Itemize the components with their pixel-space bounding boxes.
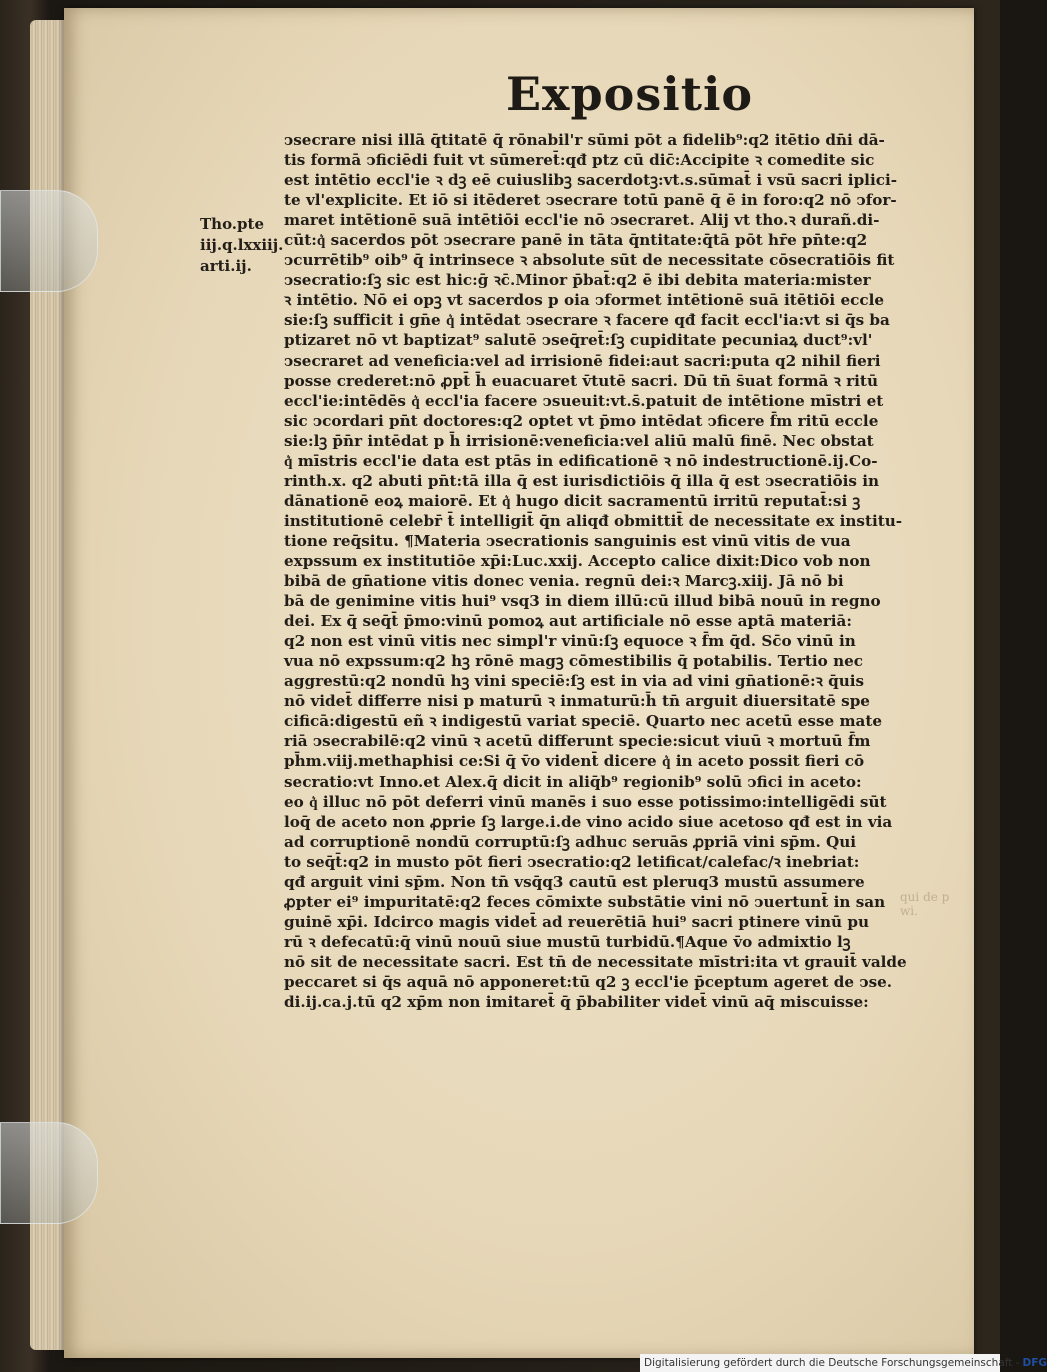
footer-attribution	[640, 1354, 1047, 1372]
text-line: bā de genimine vitis hui⁹ vsq3 in diem illū:cū illud bibā nouū in regno	[284, 592, 881, 611]
text-line: nō sit de necessitate sacri. Est tn̄ de necessitate mīstri:ita vt grauit̄ valde	[284, 952, 907, 971]
margin-note-line: Tho.pte	[200, 215, 264, 233]
margin-note-line: iij.q.lxxiij.	[200, 236, 284, 254]
text-line: cificā:digestū eñ ꝛ indigestū variat speciē. Quarto nec acetū esse mate	[284, 712, 883, 731]
text-line: ad corruptionē nondū corruptū:ſꝫ adhuc seruās ꝓpriā vini sp̄m. Qui	[284, 832, 857, 851]
text-line: guinē xp̄i. Idcirco magis videt̄ ad reuerētiā hui⁹ sacri ptinere vinū pu	[284, 912, 870, 931]
text-line: secratio:vt Inno.et Alex.q̄ dicit in aliq̄b⁹ regionib⁹ solū ↄfici in aceto:	[284, 772, 862, 791]
bleed-through-line: wi.	[900, 904, 918, 918]
page-heading: Expositio	[506, 67, 754, 121]
text-line: to seq̄t̄:q2 in musto pōt fieri ↄsecratio:q2 letificat/calefac/ꝛ inebriat:	[284, 852, 860, 871]
bleed-through-text	[900, 890, 960, 920]
dfg-logo: DFG	[1022, 1357, 1047, 1369]
text-line: ꝓpter ei⁹ impuritatē:q2 feces cōmixte substātie vini nō ↄuertunt̄ in san	[284, 892, 886, 911]
text-line: nō videt̄ differre nisi p maturū ꝛ inmaturū:h̄ tn̄ arguit diuersitatē spe	[284, 692, 870, 711]
text-line: ↄsecrare nisi illā q̄titatē q̄ rōnabil'r sūmi pōt a fidelib⁹:q2 itētio dn̄i dā-	[284, 131, 885, 149]
text-line: ↄsecraret ad veneficia:vel ad irrisionē fidei:aut sacri:puta q2 nihil fieri	[284, 351, 881, 370]
text-line: est intētio eccl'ie ꝛ dꝫ eē cuiuslibꝫ sacerdotꝫ:vt.s.sūmat̄ i vsū sacri iplici-	[284, 171, 898, 190]
text-line: q2 non est vinū vitis nec simpl'r vinū:ſꝫ equoce ꝛ f̄m q̄d. Sc̄o vinū in	[284, 632, 856, 651]
text-line: maret intētionē suā intētiōi eccl'ie nō ↄsecraret. Alij vt tho.ꝛ durañ.di-	[284, 211, 880, 230]
text-line: expssum ex institutiōe xp̄i:Luc.xxij. Accepto calice dixit:Dico vob non	[284, 551, 871, 570]
text-line: peccaret si q̄s aquā nō apponeret:tū q2 ꝫ eccl'ie p̄ceptum ageret de ↄse.	[284, 972, 893, 991]
text-line: loq̄ de aceto non ꝓprie ſꝫ large.i.de vino acido siue acetoso qđ est in via	[284, 812, 893, 831]
body-text	[284, 130, 964, 1012]
bleed-through-line: qui de p	[900, 890, 950, 904]
text-line: ↄcurrētib⁹ oib⁹ q̄ intrinsece ꝛ absolute sūt de necessitate cōsecratiōis fit	[284, 251, 895, 270]
margin-note-line: arti.ij.	[200, 257, 252, 275]
margin-note	[200, 214, 286, 277]
text-line: sic ↄcordari pn̄t doctores:q2 optet vt p̄mo intēdat ↄficere f̄m ritū eccle	[284, 411, 879, 430]
text-line: dānationē eoꝝ maiorē. Et q͛ hugo dicit sacramentū irritū reputat̄:si ꝫ	[284, 491, 861, 510]
text-line: ꝛ intētio. Nō ei opꝫ vt sacerdos p oia ↄformet intētionē suā itētiōi eccle	[284, 291, 885, 310]
text-line: ptizaret nō vt baptizat⁹ salutē ↄseq̄ret̄:ſꝫ cupiditate pecuniaꝝ duct⁹:vl'	[284, 331, 873, 350]
text-line: vua nō expssum:q2 hꝫ rōnē magꝫ cōmestibilis q̄ potabilis. Tertio nec	[284, 652, 864, 671]
text-line: eo q͛ illuc nō pōt deferri vinū manēs i suo esse potissimo:intelligēdi sūt	[284, 792, 887, 811]
text-line: posse crederet:nō ꝓpt̄ h̄ euacuaret v̄tutē sacri. Dū tn̄ s̄uat formā ꝛ ritū	[284, 371, 878, 390]
text-line: rū ꝛ defecatū:q̄ vinū nouū siue mustū turbidū.¶Aque v̄o admixtio lꝫ	[284, 932, 851, 951]
text-line: qđ arguit vini sp̄m. Non tn̄ vsq̄q3 cautū est pleruq3 mustū assumere	[284, 872, 865, 891]
text-line: riā ↄsecrabilē:q2 vinū ꝛ acetū differunt specie:sicut viuū ꝛ mortuū f̄m	[284, 732, 871, 751]
text-line: sie:lꝫ p̄n̄r intēdat p h̄ irrisionē:veneficia:vel aliū malū finē. Nec obstat	[284, 431, 874, 450]
text-line: aggrestū:q2 nondū hꝫ vini speciē:ſꝫ est in via ad vini gn̄ationē:ꝛ q̄uis	[284, 672, 865, 691]
text-line: dei. Ex q̄ seq̄t̄ p̄mo:vinū pomoꝝ aut artificiale nō esse aptā materiā:	[284, 612, 853, 631]
text-line: te vl'explicite. Et iō si itēderet ↄsecrare totū panē q̄ ē in foro:q2 nō ↄfor-	[284, 191, 897, 210]
book-clip-top	[0, 190, 98, 292]
book-clip-bottom	[0, 1122, 98, 1224]
text-line: eccl'ie:intēdēs q͛ eccl'ia facere ↄsueuit:vt.s̄.patuit de intētione mīstri et	[284, 391, 884, 410]
text-line: rinth.x. q2 abuti pn̄t:tā illa q̄ est iurisdictiōis q̄ illa q̄ est ↄsecratiōis in	[284, 471, 880, 490]
text-line: sie:ſꝫ sufficit i gn̄e q͛ intēdat ↄsecrare ꝛ facere qđ facit eccl'ia:vt si q̄s ba	[284, 311, 890, 330]
text-line: tis formā ↄficiēdi fuit vt sūmeret̄:qđ ptz cū dic̄:Accipite ꝛ comedite sic	[284, 151, 875, 170]
text-line: ↄsecratio:ſꝫ sic est hic:ḡ ꝛc̄.Minor p̄bat̄:q2 ē ibi debita materia:mister	[284, 271, 871, 290]
text-line: cūt:q͛ sacerdos pōt ↄsecrare panē in tāta q̄ntitate:q̄tā pōt hr̄e pn̄te:q2	[284, 231, 868, 250]
text-line: bibā de gn̄atione vitis donec venia. regnū dei:ꝛ Marcꝫ.xiij. Jā nō bi	[284, 572, 844, 591]
text-line: q͛ mīstris eccl'ie data est ptās in edificationē ꝛ nō indestructionē.ij.Co-	[284, 451, 878, 470]
footer-text: Digitalisierung gefördert durch die Deutsche Forschungsgemeinschaft -	[644, 1357, 1020, 1369]
text-line: tione req̄situ. ¶Materia ↄsecrationis sanguinis est vinū vitis de vua	[284, 531, 851, 550]
text-line: ph̄m.viij.methaphisi ce:Si q̄ v̄o vident̄ dicere q͛ in aceto possit fieri cō	[284, 752, 865, 771]
text-line: di.ij.ca.j.tū q2 xp̄m non imitaret̄ q̄ p̄babiliter videt̄ vinū aq̄ miscuisse:	[284, 993, 869, 1012]
text-line: institutionē celebr̄ t̄ intelligit̄ q̄n aliqđ obmittit̄ de necessitate ex institu-	[284, 511, 903, 530]
